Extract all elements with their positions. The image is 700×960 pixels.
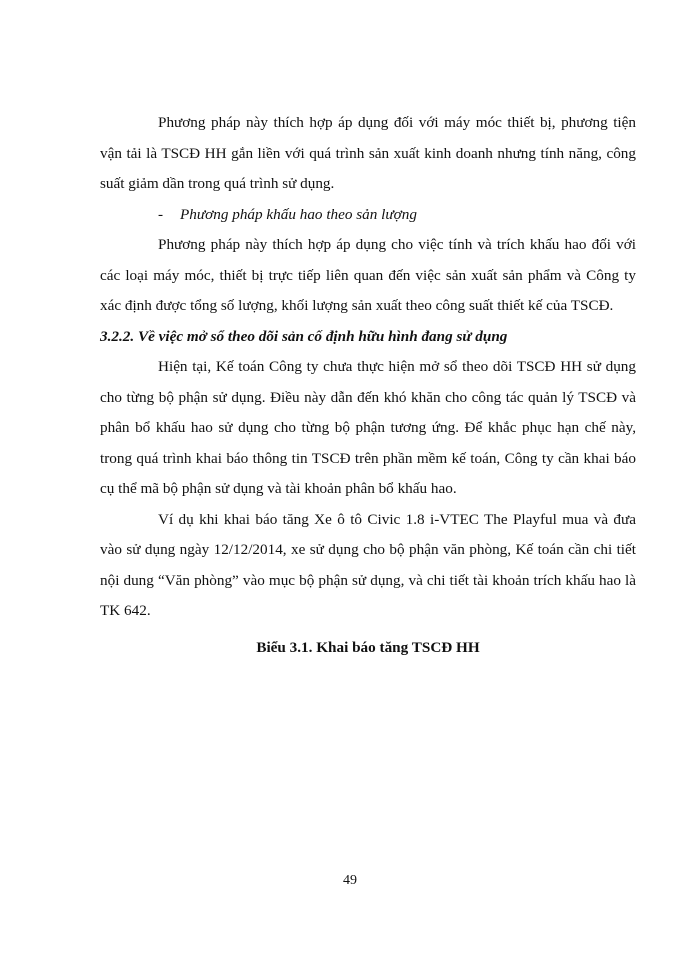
- document-body: [100, 108, 636, 663]
- figure-caption: Biểu 3.1. Khai báo tăng TSCĐ HH: [256, 638, 480, 656]
- bullet-text: Phương pháp khấu hao theo sản lượng: [180, 205, 417, 223]
- paragraph-1: Phương pháp này thích hợp áp dụng đối với máy móc thiết bị, phương tiện vận tải là TSCĐ HH gắn liền với quá trình sản xuất kinh doanh nhưng tính năng, công suất giảm dần trong quá trình sử dụng.: [100, 114, 636, 192]
- bullet-item: [100, 200, 636, 231]
- paragraph-4: Ví dụ khi khai báo tăng Xe ô tô Civic 1.8 i-VTEC The Playful mua và đưa vào sử dụng ngày 12/12/2014, xe sử dụng cho bộ phận văn phòng, Kế toán cần chi tiết nội dung “Văn phòng” vào mục bộ phận sử dụng, và chi tiết tài khoản trích khấu hao là TK 642.: [100, 510, 636, 619]
- paragraph-2: Phương pháp này thích hợp áp dụng cho việc tính và trích khấu hao đối với các loại máy móc, thiết bị trực tiếp liên quan đến việc sản xuất sản phẩm và Công ty xác định được tổng số lượng, khối lượng sản xuất theo công suất thiết kế của TSCĐ.: [100, 236, 636, 314]
- bullet-dash: -: [158, 205, 164, 223]
- page-number: 49: [343, 873, 357, 888]
- paragraph-3: Hiện tại, Kế toán Công ty chưa thực hiện mở sổ theo dõi TSCĐ HH sử dụng cho từng bộ phận sử dụng. Điều này dẫn đến khó khăn cho công tác quản lý TSCĐ và phân bổ khấu hao sử dụng cho từng bộ phận tương ứng. Để khắc phục hạn chế này, trong quá trình khai báo thông tin TSCĐ trên phần mềm kế toán, Công ty cần khai báo cụ thể mã bộ phận sử dụng và tài khoản phân bổ khấu hao.: [100, 358, 636, 497]
- section-heading: 3.2.2. Về việc mở sổ theo dõi sản cố định hữu hình đang sử dụng: [100, 327, 508, 345]
